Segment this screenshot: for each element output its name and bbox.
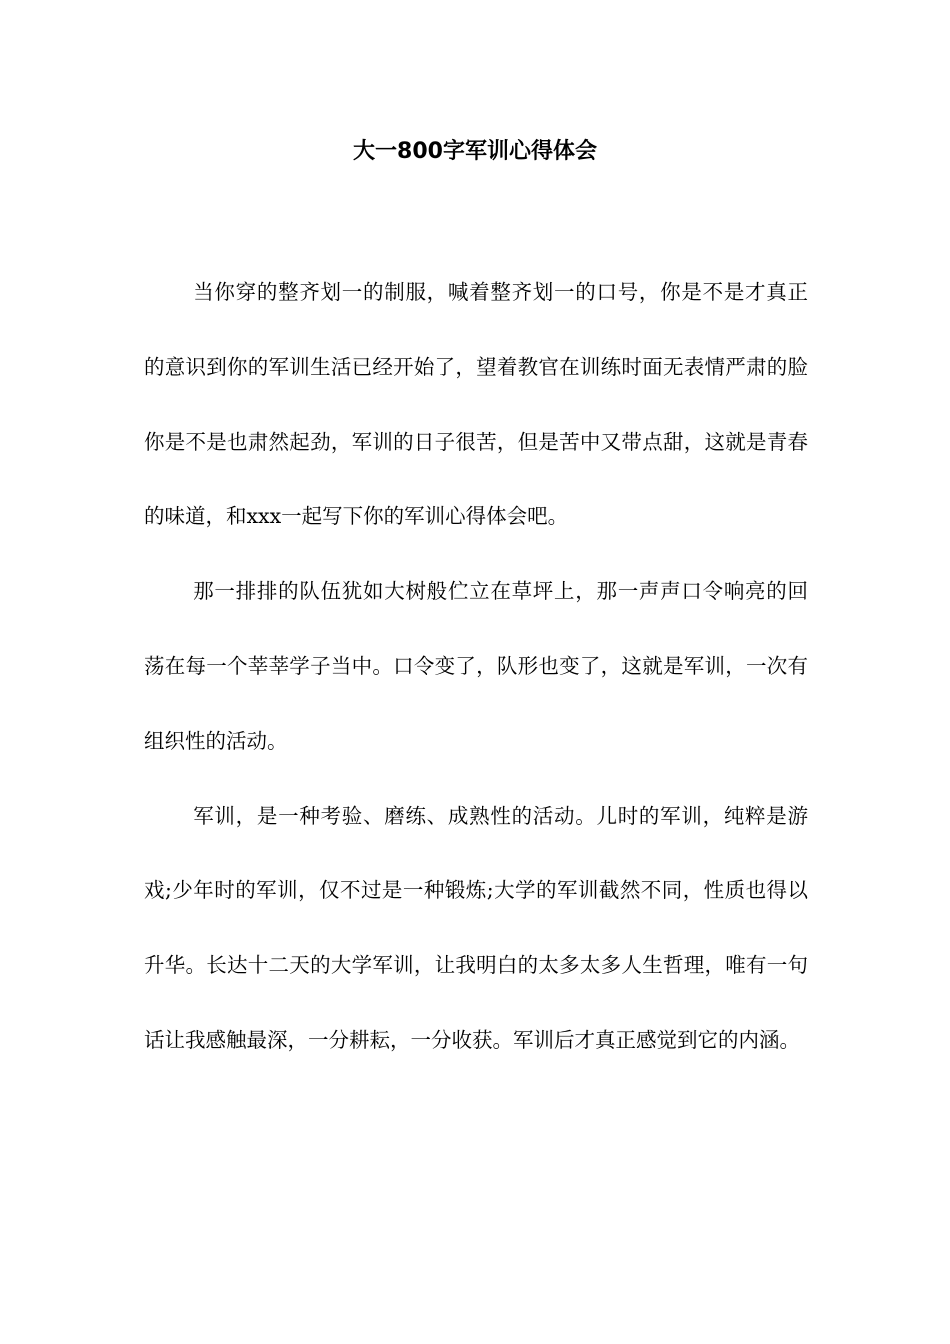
document-body [144,255,808,1078]
document-title: 大一800字军训心得体会 [353,139,597,164]
paragraph-2: 那一排排的队伍犹如大树般伫立在草坪上，那一声声口令响亮的回荡在每一个莘莘学子当中。口令变了，队形也变了，这就是军训，一次有组织性的活动。 [144,579,808,753]
paragraph-3: 军训，是一种考验、磨练、成熟性的活动。儿时的军训，纯粹是游戏;少年时的军训，仅不过是一种锻炼;大学的军训截然不同，性质也得以升华。长达十二天的大学军训，让我明白的太多太多人生哲理，唯有一句话让我感触最深，一分耕耘，一分收获。军训后才真正感觉到它的内涵。 [144,803,808,1052]
paragraph-1: 当你穿的整齐划一的制服，喊着整齐划一的口号，你是不是才真正的意识到你的军训生活已经开始了，望着教官在训练时面无表情严肃的脸你是不是也肃然起劲，军训的日子很苦，但是苦中又带点甜，这就是青春的味道，和xxx一起写下你的军训心得体会吧。 [144,280,808,529]
